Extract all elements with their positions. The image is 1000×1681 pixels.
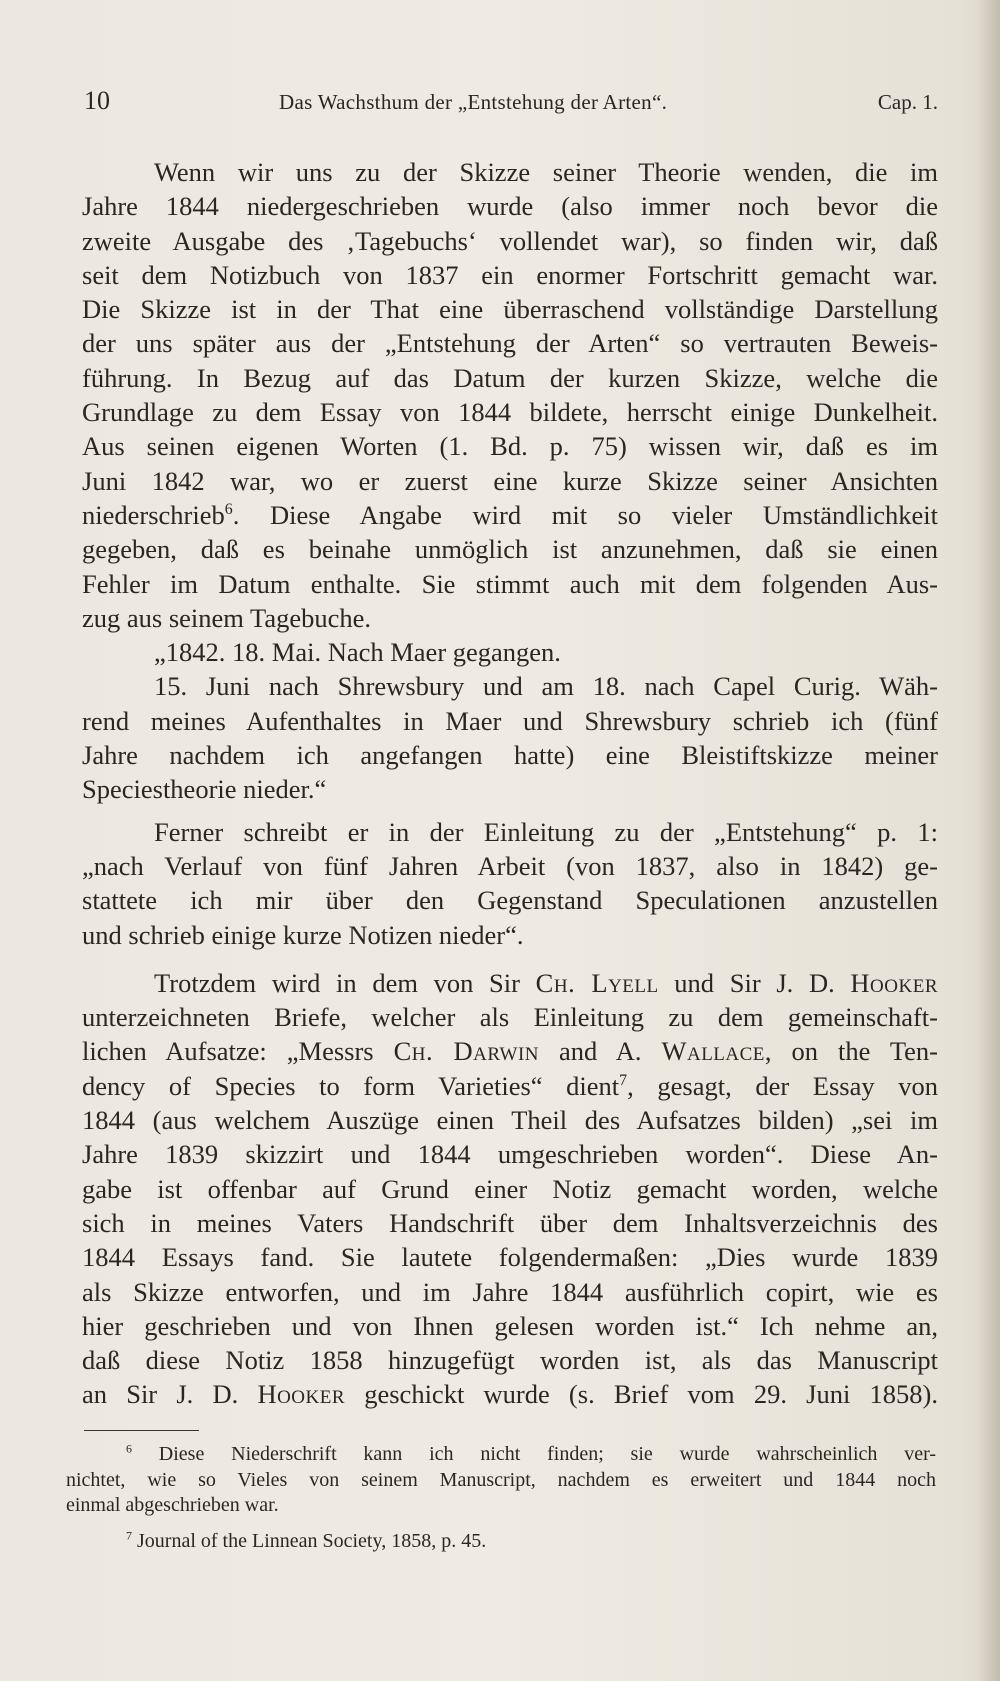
text-line: „nach Verlauf von fünf Jahren Arbeit (von 1837, also in 1842) ge- <box>82 850 938 881</box>
text-line: Fehler im Datum enthalte. Sie stimmt auch mit dem folgenden Aus- <box>82 568 938 599</box>
text-fragment: dency of Species to form Varieties“ dient <box>82 1070 620 1101</box>
text-fragment: , on the Ten- <box>764 1036 938 1067</box>
text-line: gegeben, daß es beinahe unmöglich ist anzunehmen, daß sie einen <box>82 534 938 565</box>
text-fragment: and A. <box>539 1036 662 1067</box>
running-title: Das Wachsthum der „Entstehung der Arten“. <box>279 90 668 114</box>
quote-line: Jahre nachdem ich angefangen hatte) eine Bleistiftskizze meiner <box>82 740 938 771</box>
author-name: Hooker <box>257 1379 346 1410</box>
text-fragment: Trotzdem wird in dem von Sir <box>154 967 536 998</box>
footnotes <box>66 1442 936 1554</box>
footnote-6-line: nichtet, wie so Vieles von seinem Manuscript, nachdem es erweitert und 1844 noch <box>66 1468 936 1491</box>
text-fragment: lichen Aufsatze: „Messrs <box>82 1036 394 1067</box>
quote-line: rend meines Aufenthaltes in Maer und Shrewsbury schrieb ich (fünf <box>82 705 938 736</box>
page-number: 10 <box>84 86 110 115</box>
text-line: als Skizze entworfen, und im Jahre 1844 ausführlich copirt, wie es <box>82 1276 938 1307</box>
text-line: seit dem Notizbuch von 1837 ein enormer Fortschritt gemacht war. <box>82 259 938 290</box>
page-header <box>84 86 944 126</box>
quote-line: Speciestheorie nieder.“ <box>82 774 327 805</box>
footnote-divider <box>84 1430 199 1431</box>
text-fragment: Journal of the Linnean Society, 1858, p. 45. <box>132 1529 487 1552</box>
footnote-mark: 7 <box>126 1527 132 1542</box>
text-line: Juni 1842 war, wo er zuerst eine kurze Skizze seiner Ansichten <box>82 465 938 496</box>
text-line <box>82 966 938 1000</box>
chapter-label: Cap. 1. <box>877 90 938 114</box>
author-name: Hooker <box>850 967 938 998</box>
text-line: Jahre 1839 skizzirt und 1844 umgeschrieben worden“. Diese An- <box>82 1139 938 1170</box>
quote-line: „1842. 18. Mai. Nach Maer gegangen. <box>154 637 561 668</box>
main-text <box>82 155 938 1412</box>
text-line: daß diese Notiz 1858 hinzugefügt worden ist, als das Manuscript <box>82 1345 938 1376</box>
text-line: stattete ich mir über den Gegenstand Speculationen anzustellen <box>82 885 938 916</box>
footnote-ref-6: 6 <box>224 501 233 519</box>
text-line: Die Skizze ist in der That eine überraschend vollständige Darstellung <box>82 294 938 325</box>
text-line <box>82 1377 938 1411</box>
footnote-6-line <box>66 1442 936 1468</box>
footnote-6-line: einmal abgeschrieben war. <box>66 1494 279 1516</box>
text-fragment: an Sir J. D. <box>82 1379 258 1410</box>
text-line: Jahre 1844 niedergeschrieben wurde (also immer noch bevor die <box>82 191 938 222</box>
text-line: zweite Ausgabe des ‚Tagebuchs‘ vollendet war), so finden wir, daß <box>82 225 938 256</box>
text-fragment: Diese Niederschrift kann ich nicht finden; sie wurde wahrscheinlich ver- <box>132 1443 936 1465</box>
page-edge-shadow <box>978 0 1000 1681</box>
footnote-mark: 6 <box>126 1441 132 1456</box>
text-line: 1844 (aus welchem Auszüge einen Theil des Aufsatzes bilden) „sei im <box>82 1105 938 1136</box>
text-line: sich in meines Vaters Handschrift über dem Inhaltsverzeichnis des <box>82 1207 938 1238</box>
footnote-ref-7: 7 <box>619 1071 628 1089</box>
text-fragment: , gesagt, der Essay von <box>627 1070 938 1101</box>
author-name: Wallace <box>661 1036 765 1067</box>
text-line: und schrieb einige kurze Notizen nieder“. <box>82 919 524 950</box>
text-line: führung. In Bezug auf das Datum der kurzen Skizze, welche die <box>82 362 938 393</box>
text-line: Ferner schreibt er in der Einleitung zu der „Entstehung“ p. 1: <box>154 816 938 847</box>
text-line: Aus seinen eigenen Worten (1. Bd. p. 75) wissen wir, daß es im <box>82 431 938 462</box>
footnote-7-line <box>66 1529 936 1555</box>
text-line <box>82 498 938 532</box>
text-fragment: niederschrieb <box>82 499 225 530</box>
text-line <box>82 1069 938 1103</box>
text-line <box>82 1034 938 1068</box>
text-line: gabe ist offenbar auf Grund einer Notiz gemacht worden, welche <box>82 1173 938 1204</box>
author-name: Ch. Lyell <box>535 967 659 998</box>
text-line: unterzeichneten Briefe, welcher als Einleitung zu dem gemeinschaft- <box>82 1002 938 1033</box>
text-fragment: geschickt wurde (s. Brief vom 29. Juni 1858). <box>345 1379 938 1410</box>
text-line: hier geschrieben und von Ihnen gelesen worden ist.“ Ich nehme an, <box>82 1310 938 1341</box>
author-name: Ch. Darwin <box>393 1036 540 1067</box>
text-line: zug aus seinem Tagebuche. <box>82 602 372 633</box>
text-line: der uns später aus der „Entstehung der Arten“ so vertrauten Beweis- <box>82 328 938 359</box>
text-fragment: . Diese Angabe wird mit so vieler Umständlichkeit <box>232 499 938 530</box>
quote-line: 15. Juni nach Shrewsbury und am 18. nach Capel Curig. Wäh- <box>154 671 938 702</box>
text-line: Wenn wir uns zu der Skizze seiner Theorie wenden, die im <box>154 157 938 187</box>
text-fragment: und Sir J. D. <box>658 967 851 998</box>
text-line: 1844 Essays fand. Sie lautete folgendermaßen: „Dies wurde 1839 <box>82 1242 938 1273</box>
text-line: Grundlage zu dem Essay von 1844 bildete, herrscht einige Dunkelheit. <box>82 397 938 428</box>
